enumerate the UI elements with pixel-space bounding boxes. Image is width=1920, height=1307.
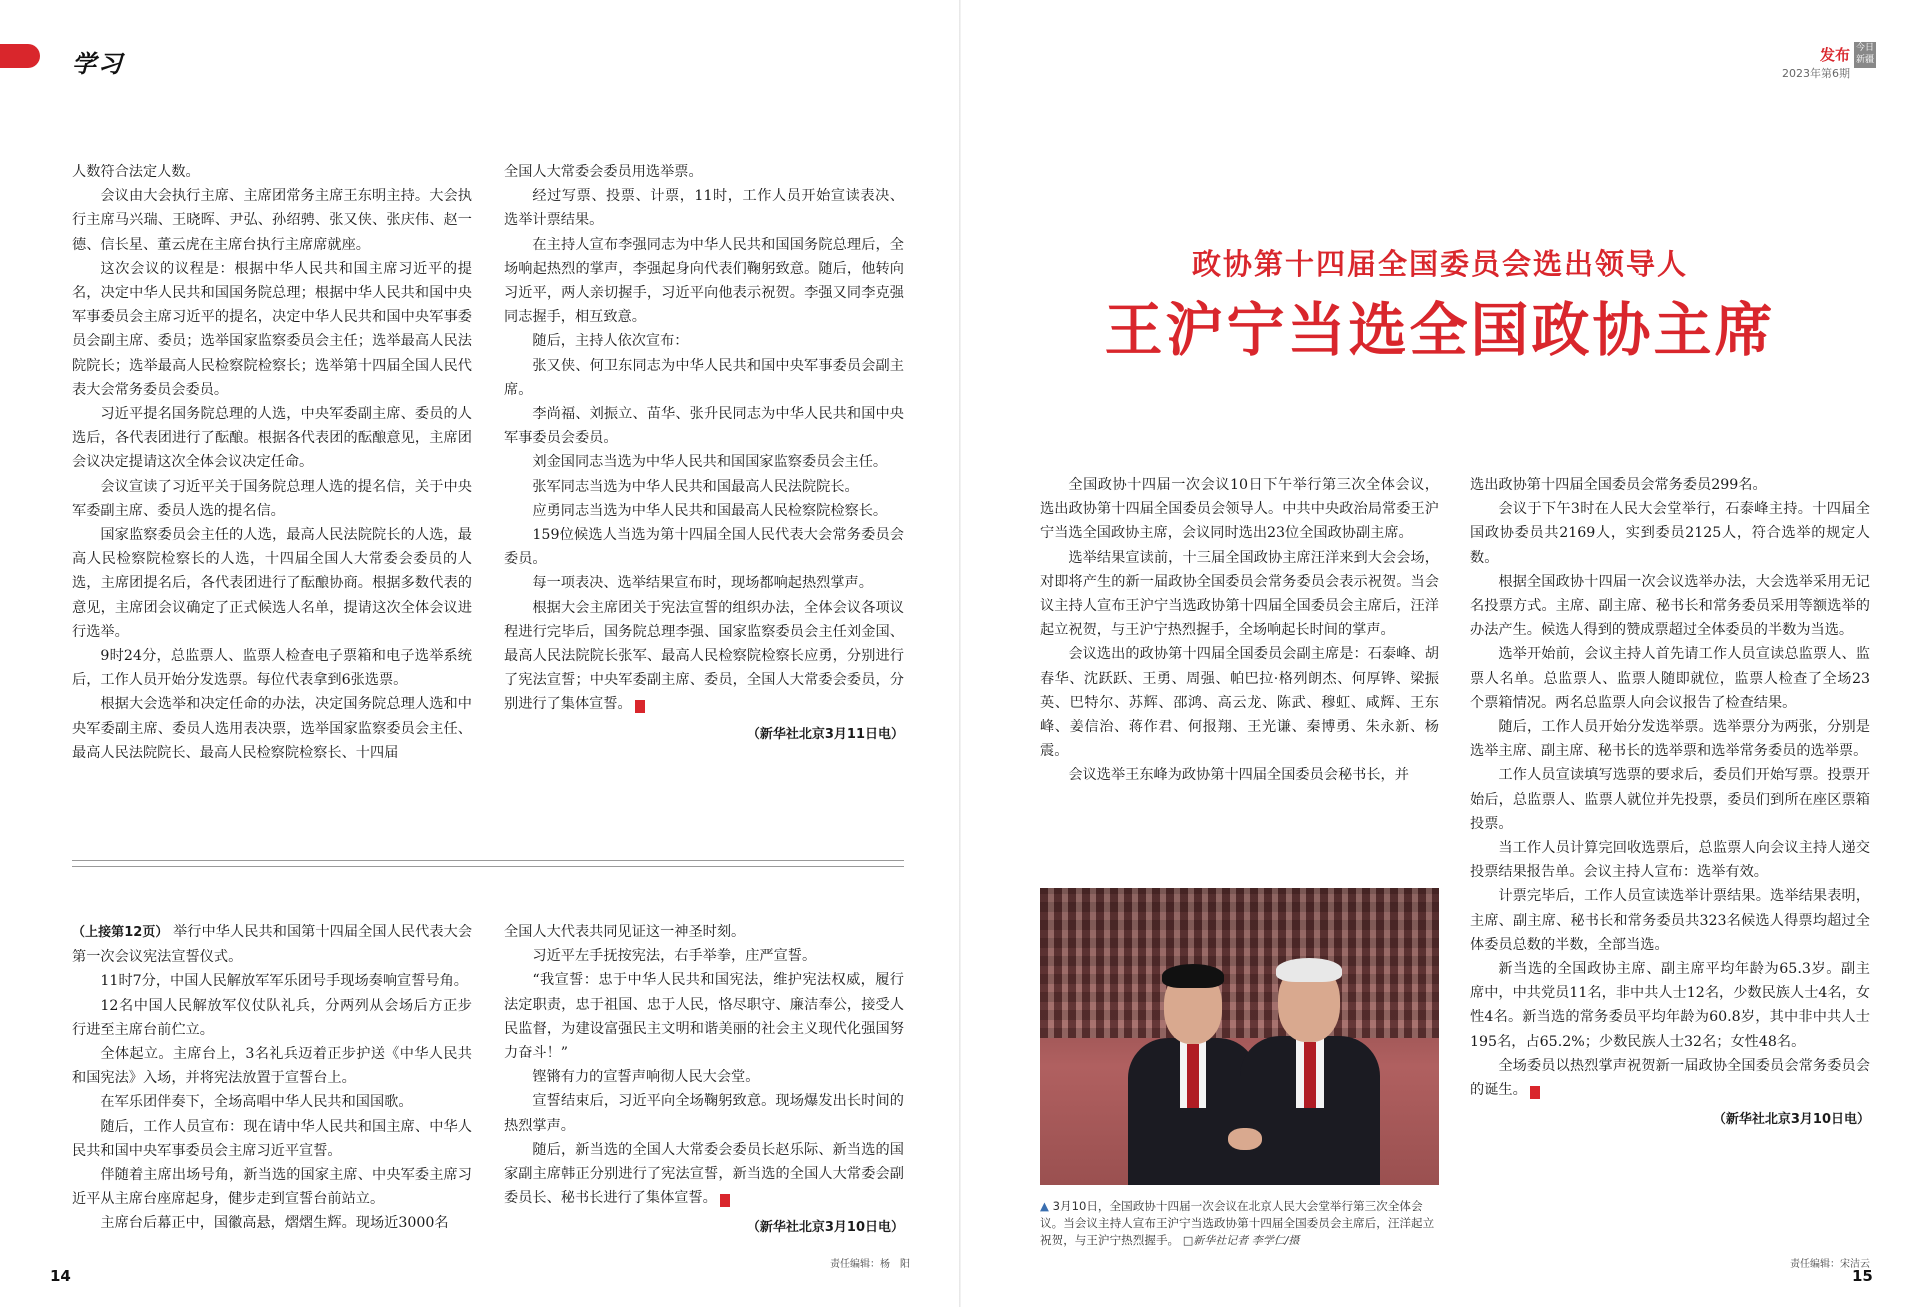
news-source: （新华社北京3月10日电） [746,1220,904,1236]
paragraph: 全国人大常委会委员用选举票。 [504,164,703,180]
paragraph: 会议由大会执行主席、主席团常务主席王东明主持。大会执行主席马兴瑞、王晓晖、尹弘、孙绍骋、张又侠、张庆伟、赵一德、信长星、董云虎在主席台执行主席席就座。 [72,188,472,253]
paragraph: 全场委员以热烈掌声祝贺新一届政协全国委员会常务委员会的诞生。 J [1470,1057,1870,1099]
brand-name: 发布 [1819,46,1850,64]
section-title: 学习 [72,50,124,78]
paragraph: 全国人大代表共同见证这一神圣时刻。 [504,924,746,940]
paragraph: 工作人员宣读填写选票的要求后，委员们开始写票。投票开始后，总监票人、监票人就位并先投票，委员们到所在座区票箱投票。 [1470,767,1870,832]
paragraph: 会议宣读了习近平关于国务院总理人选的提名信，关于中央军委副主席、委员人选的提名信。 [72,478,472,519]
news-source: （新华社北京3月11日电） [746,726,904,742]
section-tab-marker [0,44,40,68]
triangle-up-icon: ▲ [1040,1199,1049,1213]
article-subtitle: 政协第十四届全国委员会选出领导人 [1191,247,1688,281]
page-number-left: 14 [50,1267,71,1285]
paragraph: 12名中国人民解放军仪仗队礼兵，分两列从会场后方正步行进至主席台前伫立。 [72,997,472,1038]
page-number-right: 15 [1852,1267,1873,1285]
paragraph: 习近平左手抚按宪法，右手举拳，庄严宣誓。 [532,948,817,965]
paragraph: 经过写票、投票、计票，11时，工作人员开始宣读表决、选举计票结果。 [504,188,904,229]
photo-caption-text: 3月10日，全国政协十四届一次会议在北京人民大会堂举行第三次全体会议。当会议主持人宣布王沪宁当选政协第十四届全国委员会主席后，汪洋起立祝贺，与王沪宁热烈握手。 [1040,1199,1435,1247]
paragraph: 主席台后幕正中，国徽高悬，熠熠生辉。现场近3000名 [100,1215,449,1232]
paragraph: 选举结果宣读前，十三届全国政协主席汪洋来到大会会场，对即将产生的新一届政协全国委员会常务委员会表示祝贺。当会议主持人宣布王沪宁当选政协第十四届全国委员会主席后，汪洋起立祝贺，与王沪宁热烈握手，全场响起长时间的掌声。 [1040,549,1439,639]
paragraph: 在主持人宣布李强同志为中华人民共和国国务院总理后，全场响起热烈的掌声，李强起身向代表们鞠躬致意。随后，他转向习近平，两人亲切握手，习近平向他表示祝贺。李强又同李克强同志握手，相互致意。 [504,236,904,326]
right-column-2 [1470,473,1870,1132]
left-bottom-column-1 [72,920,472,1236]
photo-person-right-hair [1276,958,1342,982]
paragraph: 随后，主持人依次宣布： [532,333,689,350]
paragraph: 会议选举王东峰为政协第十四届全国委员会秘书长，并 [1068,767,1409,784]
paragraph: 根据大会选举和决定任命的办法，决定国务院总理人选和中央军委副主席、委员人选用表决票，选举国家监察委员会主任、最高人民法院院长、最高人民检察院检察长、十四届 [72,696,472,761]
page-spine [959,0,961,1307]
photo-caption [1040,1198,1439,1249]
paragraph: 刘金国同志当选为中华人民共和国国家监察委员会主任。 [532,454,888,471]
article-title: 王沪宁当选全国政协主席 [1104,296,1776,364]
photo-handshake-hands [1228,1128,1262,1150]
right-column-1 [1040,473,1439,788]
paragraph: 新当选的全国政协主席、副主席平均年龄为65.3岁。副主席中，中共党员11名，非中共人士12名，少数民族人士4名，女性4名。新当选的常务委员平均年龄为60.8岁，其中非中共人士195名，占65.2%；少数民族人士32名；女性48名。 [1470,961,1870,1050]
paragraph: 9时24分，总监票人、监票人检查电子票箱和电子选举系统后，工作人员开始分发选票。每位代表拿到6张选票。 [72,648,472,689]
photo-credit: □新华社记者 李学仁/摄 [1182,1234,1300,1247]
left-top-column-1 [72,160,472,765]
paragraph: 随后，新当选的全国人大常委会委员长赵乐际、新当选的国家副主席韩正分别进行了宪法宣誓，新当选的全国人大常委会副委员长、秘书长进行了集体宣誓。 J [504,1141,904,1207]
paragraph: 计票完毕后，工作人员宣读选举计票结果。选举结果表明，主席、副主席、秘书长和常务委员共323名候选人得票均超过全体委员总数的半数，全部当选。 [1470,888,1870,953]
paragraph: 全国政协十四届一次会议10日下午举行第三次全体会议，选出政协第十四届全国委员会领导人。中共中央政治局常委王沪宁当选全国政协主席，会议同时选出23位全国政协副主席。 [1040,477,1439,542]
paragraph: 宣誓结束后，习近平向全场鞠躬致意。现场爆发出长时间的热烈掌声。 [504,1093,904,1134]
paragraph: 全体起立。主席台上，3名礼兵迈着正步护送《中华人民共和国宪法》入场，并将宪法放置于宣誓台上。 [72,1046,472,1087]
paragraph: 159位候选人当选为第十四届全国人民代表大会常务委员会委员。 [504,527,904,568]
paragraph: 李尚福、刘振立、苗华、张升民同志为中华人民共和国中央军事委员会委员。 [504,406,904,447]
paragraph: “我宣誓：忠于中华人民共和国宪法，维护宪法权威，履行法定职责，忠于祖国、忠于人民，恪尽职守、廉洁奉公，接受人民监督，为建设富强民主文明和谐美丽的社会主义现代化强国努力奋斗！” [504,972,904,1062]
paragraph: 在军乐团伴奏下，全场高唱中华人民共和国国歌。 [100,1094,413,1111]
editor-right: 责任编辑：宋洁云 [1790,1259,1870,1270]
paragraph: 这次会议的议程是：根据中华人民共和国主席习近平的提名，决定中华人民共和国国务院总理；根据中华人民共和国中央军事委员会主席习近平的提名，决定中华人民共和国中央军事委员会副主席、委员；选举国家监察委员会主任；选举最高人民法院院长；选举最高人民检察院检察长；选举第十四届全国人民代表大会常务委员会委员。 [72,260,472,398]
paragraph: 应勇同志当选为中华人民共和国最高人民检察院检察长。 [532,502,888,519]
news-source: （新华社北京3月10日电） [1712,1112,1870,1128]
paragraph: 伴随着主席出场号角，新当选的国家主席、中央军委主席习近平从主席台座席起身，健步走到宣誓台前站立。 [72,1167,472,1208]
article-divider [72,860,904,867]
paragraph: 11时7分，中国人民解放军军乐团号手现场奏响宣誓号角。 [100,973,468,990]
end-mark-icon: J [720,1194,730,1207]
brand-block [1782,44,1850,81]
left-top-column-2 [504,160,904,747]
paragraph: 当工作人员计算完回收选票后，总监票人向会议主持人递交投票结果报告单。会议主持人宣布：选举有效。 [1470,840,1870,881]
editor-left: 责任编辑：杨 阳 [830,1259,910,1270]
end-mark-icon: J [635,700,645,713]
paragraph: 人数符合法定人数。 [72,164,200,180]
paragraph: 选出政协第十四届全国委员会常务委员299名。 [1470,477,1767,493]
photo-person-right-tie [1304,1042,1316,1108]
paragraph: 张又侠、何卫东同志为中华人民共和国中央军事委员会副主席。 [504,357,904,398]
magazine-logo: 今日 新疆 [1854,42,1876,68]
paragraph: 根据全国政协十四届一次会议选举办法，大会选举采用无记名投票方式。主席、副主席、秘书长和常务委员采用等额选举的办法产生。候选人得到的赞成票超过全体委员的半数为当选。 [1470,573,1870,639]
paragraph: 随后，工作人员宣布：现在请中华人民共和国主席、中华人民共和国中央军事委员会主席习近平宣誓。 [72,1118,472,1159]
paragraph: 根据大会主席团关于宪法宣誓的组织办法，全体会议各项议程进行完毕后，国务院总理李强、国家监察委员会主任刘金国、最高人民法院院长张军、最高人民检察院检察长应勇，分别进行了宪法宣誓；中央军委副主席、委员，全国人大常委会委员，分别进行了集体宣誓。 J [504,599,904,713]
paragraph: 习近平提名国务院总理的人选，中央军委副主席、委员的人选后，各代表团进行了酝酿。根据各代表团的酝酿意见，主席团会议决定提请这次全体会议决定任命。 [72,406,472,471]
photo-person-left-hair [1162,964,1224,988]
paragraph: 铿锵有力的宣誓声响彻人民大会堂。 [532,1069,760,1086]
paragraph: 会议选出的政协第十四届全国委员会副主席是：石泰峰、胡春华、沈跃跃、王勇、周强、帕巴拉·格列朗杰、何厚铧、梁振英、巴特尔、苏辉、邵鸿、高云龙、陈武、穆虹、咸辉、王东峰、姜信治、蒋作君、何报翔、王光谦、秦博勇、朱永新、杨震。 [1040,646,1439,760]
photo-person-left-tie [1187,1044,1199,1108]
paragraph: 国家监察委员会主任的人选，最高人民法院院长的人选，最高人民检察院检察长的人选，十四届全国人大常委会委员的人选，主席团提名后，各代表团进行了酝酿协商。根据多数代表的意见，主席团会议确定了正式候选人名单，提请这次全体会议进行选举。 [72,527,472,640]
photo-handshake [1040,888,1439,1185]
paragraph: 张军同志当选为中华人民共和国最高人民法院院长。 [532,478,859,495]
paragraph: 随后，工作人员开始分发选举票。选举票分为两张，分别是选举主席、副主席、秘书长的选举票和选举常务委员的选举票。 [1470,719,1870,760]
left-bottom-column-2 [504,920,904,1241]
end-mark-icon: J [1530,1086,1540,1099]
photo-audience [1040,888,1439,1038]
paragraph: 会议于下午3时在人民大会堂举行，石泰峰主持。十四届全国政协委员共2169人，实到委员2125人，符合选举的规定人数。 [1470,501,1870,566]
brand-issue: 2023年第6期 [1782,67,1850,80]
paragraph: 每一项表决、选举结果宣布时，现场都响起热烈掌声。 [532,575,873,592]
paragraph: （上接第12页） 举行中华人民共和国第十四届全国人民代表大会第一次会议宪法宣誓仪式。 [72,924,473,966]
continuation-note: （上接第12页） [72,925,169,940]
paragraph: 选举开始前，会议主持人首先请工作人员宣读总监票人、监票人名单。总监票人、监票人随即就位，监票人检查了全场23个票箱情况。两名总监票人向会议报告了检查结果。 [1470,646,1870,711]
